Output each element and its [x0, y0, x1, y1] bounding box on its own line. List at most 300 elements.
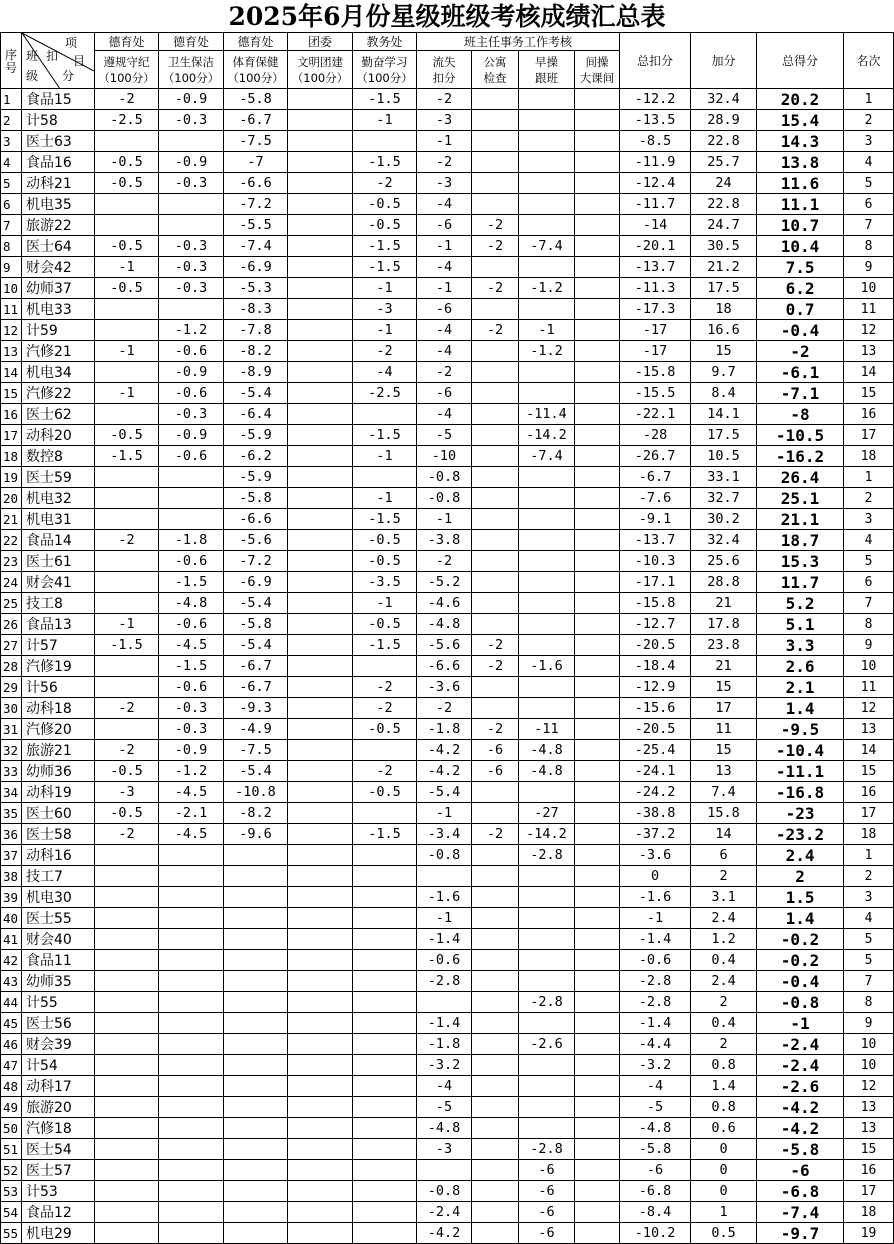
league-cell — [288, 320, 353, 341]
study-cell: -3 — [353, 299, 417, 320]
total-score-cell: 21.1 — [757, 509, 844, 530]
total-score-cell: -23 — [757, 803, 844, 824]
rank-cell: 5 — [844, 950, 894, 971]
break-cell — [575, 950, 620, 971]
break-cell — [575, 1139, 620, 1160]
total-deduct-cell: -0.6 — [620, 950, 691, 971]
total-score-cell: 14.3 — [757, 131, 844, 152]
dorm-cell: -2 — [472, 278, 519, 299]
sports-cell: -5.6 — [224, 530, 288, 551]
seq-cell: 46 — [1, 1034, 22, 1055]
bonus-cell: 32.4 — [691, 530, 757, 551]
total-deduct-cell: -1 — [620, 908, 691, 929]
class-name-cell: 汽修18 — [22, 1118, 95, 1139]
seq-cell: 11 — [1, 299, 22, 320]
break-cell — [575, 551, 620, 572]
table-row — [1, 1139, 894, 1160]
seq-cell: 28 — [1, 656, 22, 677]
morning-cell: -6 — [519, 1223, 575, 1244]
bonus-cell: 14.1 — [691, 404, 757, 425]
break-cell — [575, 1097, 620, 1118]
dropout-cell: -2 — [417, 698, 472, 719]
morning-cell — [519, 614, 575, 635]
dorm-cell — [472, 950, 519, 971]
sports-cell — [224, 1181, 288, 1202]
discipline-cell: -2.5 — [95, 110, 159, 131]
dorm-cell — [472, 593, 519, 614]
bonus-cell: 28.9 — [691, 110, 757, 131]
table-row — [1, 866, 894, 887]
total-score-cell: -1 — [757, 1013, 844, 1034]
seq-cell: 52 — [1, 1160, 22, 1181]
dropout-cell: -4.2 — [417, 761, 472, 782]
discipline-cell — [95, 992, 159, 1013]
league-cell — [288, 656, 353, 677]
league-cell — [288, 761, 353, 782]
sports-cell: -6.6 — [224, 173, 288, 194]
hygiene-cell — [159, 194, 224, 215]
morning-cell: -6 — [519, 1160, 575, 1181]
rank-cell: 15 — [844, 383, 894, 404]
dorm-cell — [472, 131, 519, 152]
bonus-cell: 2 — [691, 992, 757, 1013]
seq-cell: 9 — [1, 257, 22, 278]
teacher-item-header: 公寓 检查 — [472, 51, 519, 89]
league-cell — [288, 362, 353, 383]
break-cell — [575, 131, 620, 152]
bonus-cell: 8.4 — [691, 383, 757, 404]
study-cell: -2.5 — [353, 383, 417, 404]
bonus-cell: 2.4 — [691, 908, 757, 929]
total-score-cell: -9.5 — [757, 719, 844, 740]
dorm-cell — [472, 257, 519, 278]
hygiene-cell — [159, 950, 224, 971]
study-cell: -1.5 — [353, 509, 417, 530]
dorm-cell — [472, 929, 519, 950]
dept-header-3: 德育处 — [224, 33, 288, 51]
table-row — [1, 110, 894, 131]
total-deduct-cell: -15.8 — [620, 593, 691, 614]
morning-cell — [519, 635, 575, 656]
class-name-cell: 机电35 — [22, 194, 95, 215]
dropout-cell: -0.8 — [417, 845, 472, 866]
table-row — [1, 1034, 894, 1055]
dorm-cell: -6 — [472, 761, 519, 782]
league-cell — [288, 341, 353, 362]
total-deduct-cell: -6.7 — [620, 467, 691, 488]
discipline-cell — [95, 404, 159, 425]
morning-cell: -2.8 — [519, 1139, 575, 1160]
sports-cell — [224, 950, 288, 971]
morning-cell — [519, 887, 575, 908]
sports-cell: -6.9 — [224, 257, 288, 278]
sports-cell — [224, 1076, 288, 1097]
dept-header-4: 团委 — [288, 33, 353, 51]
sports-cell: -7.2 — [224, 551, 288, 572]
class-name-cell: 动科18 — [22, 698, 95, 719]
discipline-cell: -0.5 — [95, 236, 159, 257]
morning-cell — [519, 698, 575, 719]
rank-cell: 10 — [844, 278, 894, 299]
discipline-cell — [95, 1223, 159, 1244]
rank-cell: 1 — [844, 467, 894, 488]
dorm-cell — [472, 1160, 519, 1181]
discipline-cell: -1.5 — [95, 635, 159, 656]
study-cell: -0.5 — [353, 215, 417, 236]
league-cell — [288, 1202, 353, 1223]
total-deduct-cell: -4.4 — [620, 1034, 691, 1055]
rank-cell: 7 — [844, 215, 894, 236]
discipline-cell — [95, 656, 159, 677]
class-name-cell: 技工8 — [22, 593, 95, 614]
hygiene-cell: -0.9 — [159, 425, 224, 446]
discipline-cell: -0.5 — [95, 761, 159, 782]
bonus-cell: 14 — [691, 824, 757, 845]
dept-header-2: 德育处 — [159, 33, 224, 51]
morning-cell: -7.4 — [519, 446, 575, 467]
total-score-cell: -16.2 — [757, 446, 844, 467]
hygiene-cell — [159, 509, 224, 530]
bonus-cell: 32.4 — [691, 89, 757, 110]
dropout-cell — [417, 1160, 472, 1181]
bonus-cell: 0 — [691, 1160, 757, 1181]
discipline-cell — [95, 1076, 159, 1097]
class-name-cell: 机电30 — [22, 887, 95, 908]
discipline-cell: -0.5 — [95, 803, 159, 824]
break-cell — [575, 299, 620, 320]
bonus-cell: 18 — [691, 299, 757, 320]
dropout-cell: -2.8 — [417, 971, 472, 992]
seq-cell: 30 — [1, 698, 22, 719]
dorm-cell — [472, 1202, 519, 1223]
bonus-cell: 17.8 — [691, 614, 757, 635]
seq-cell: 21 — [1, 509, 22, 530]
total-deduct-cell: -11.7 — [620, 194, 691, 215]
hygiene-cell: -0.3 — [159, 719, 224, 740]
bonus-cell: 22.8 — [691, 194, 757, 215]
morning-cell — [519, 677, 575, 698]
hygiene-cell — [159, 467, 224, 488]
morning-cell — [519, 215, 575, 236]
seq-cell: 25 — [1, 593, 22, 614]
total-deduct-cell: -3.2 — [620, 1055, 691, 1076]
dropout-cell: -4.8 — [417, 1118, 472, 1139]
discipline-cell — [95, 1160, 159, 1181]
break-cell — [575, 173, 620, 194]
table-row — [1, 1118, 894, 1139]
table-row — [1, 887, 894, 908]
sports-cell: -8.3 — [224, 299, 288, 320]
total-deduct-cell: -6.8 — [620, 1181, 691, 1202]
bonus-cell: 0 — [691, 1139, 757, 1160]
total-score-cell: -6 — [757, 1160, 844, 1181]
break-cell — [575, 971, 620, 992]
dorm-cell — [472, 488, 519, 509]
seq-cell: 34 — [1, 782, 22, 803]
discipline-cell — [95, 1202, 159, 1223]
class-name-cell: 动科17 — [22, 1076, 95, 1097]
table-row — [1, 761, 894, 782]
discipline-cell: -0.5 — [95, 173, 159, 194]
discipline-cell: -2 — [95, 89, 159, 110]
sports-cell: -6.7 — [224, 656, 288, 677]
hygiene-cell: -4.5 — [159, 635, 224, 656]
total-deduct-cell: -15.8 — [620, 362, 691, 383]
teacher-item-header: 流失 扣分 — [417, 51, 472, 89]
total-score-cell: 10.4 — [757, 236, 844, 257]
total-score-cell: 5.1 — [757, 614, 844, 635]
bonus-cell: 0.8 — [691, 1055, 757, 1076]
study-cell — [353, 1034, 417, 1055]
total-deduct-cell: -12.7 — [620, 614, 691, 635]
break-cell — [575, 761, 620, 782]
hygiene-cell: -4.5 — [159, 824, 224, 845]
total-score-cell: 15.3 — [757, 551, 844, 572]
total-deduct-cell: -25.4 — [620, 740, 691, 761]
dropout-cell: -0.8 — [417, 467, 472, 488]
discipline-cell: -1 — [95, 614, 159, 635]
rank-cell: 2 — [844, 488, 894, 509]
rank-cell: 9 — [844, 1013, 894, 1034]
rank-cell: 18 — [844, 446, 894, 467]
seq-cell: 23 — [1, 551, 22, 572]
table-row — [1, 719, 894, 740]
study-cell — [353, 1097, 417, 1118]
class-name-cell: 技工7 — [22, 866, 95, 887]
total-deduct-cell: -8.4 — [620, 1202, 691, 1223]
dropout-cell: -1 — [417, 803, 472, 824]
morning-cell — [519, 593, 575, 614]
seq-cell: 18 — [1, 446, 22, 467]
dropout-cell: -4.6 — [417, 593, 472, 614]
dropout-cell: -1 — [417, 908, 472, 929]
table-row — [1, 1013, 894, 1034]
league-cell — [288, 677, 353, 698]
table-row — [1, 992, 894, 1013]
total-deduct-header: 总扣分 — [620, 33, 691, 89]
morning-cell: -11 — [519, 719, 575, 740]
study-cell — [353, 131, 417, 152]
bonus-cell: 1.4 — [691, 1076, 757, 1097]
rank-cell: 11 — [844, 299, 894, 320]
study-cell: -1 — [353, 593, 417, 614]
hygiene-cell — [159, 488, 224, 509]
rank-cell: 12 — [844, 698, 894, 719]
league-cell — [288, 551, 353, 572]
bonus-cell: 24.7 — [691, 215, 757, 236]
study-cell: -0.5 — [353, 782, 417, 803]
bonus-cell: 7.4 — [691, 782, 757, 803]
morning-cell — [519, 866, 575, 887]
discipline-cell — [95, 1034, 159, 1055]
table-row — [1, 362, 894, 383]
dropout-cell: -6 — [417, 215, 472, 236]
hygiene-cell: -1.2 — [159, 320, 224, 341]
table-row — [1, 614, 894, 635]
dorm-cell — [472, 992, 519, 1013]
seq-cell: 40 — [1, 908, 22, 929]
study-cell — [353, 992, 417, 1013]
study-cell — [353, 1160, 417, 1181]
dorm-cell — [472, 803, 519, 824]
total-score-cell: -9.7 — [757, 1223, 844, 1244]
morning-cell — [519, 89, 575, 110]
sports-cell: -6.6 — [224, 509, 288, 530]
league-cell — [288, 803, 353, 824]
dorm-cell — [472, 152, 519, 173]
diag-label-ji: 级 — [26, 69, 39, 83]
total-score-cell: 5.2 — [757, 593, 844, 614]
class-name-cell: 食品12 — [22, 1202, 95, 1223]
study-cell: -1 — [353, 320, 417, 341]
seq-cell: 33 — [1, 761, 22, 782]
total-score-cell: 11.6 — [757, 173, 844, 194]
dorm-cell — [472, 446, 519, 467]
discipline-cell — [95, 1139, 159, 1160]
table-row — [1, 782, 894, 803]
hygiene-cell: -4.8 — [159, 593, 224, 614]
discipline-cell — [95, 194, 159, 215]
hygiene-cell — [159, 1118, 224, 1139]
sports-cell: -7.8 — [224, 320, 288, 341]
morning-cell — [519, 299, 575, 320]
rank-cell: 15 — [844, 1139, 894, 1160]
study-cell: -2 — [353, 341, 417, 362]
total-deduct-cell: -11.9 — [620, 152, 691, 173]
hygiene-cell: -0.3 — [159, 698, 224, 719]
dept-header-5: 教务处 — [353, 33, 417, 51]
class-name-cell: 财会40 — [22, 929, 95, 950]
study-cell — [353, 1013, 417, 1034]
dorm-cell — [472, 572, 519, 593]
total-score-cell: -10.4 — [757, 740, 844, 761]
study-cell — [353, 467, 417, 488]
class-name-cell: 汽修20 — [22, 719, 95, 740]
bonus-cell: 21 — [691, 593, 757, 614]
total-score-cell: -11.1 — [757, 761, 844, 782]
total-deduct-cell: -1.4 — [620, 1013, 691, 1034]
rank-cell: 6 — [844, 194, 894, 215]
sports-cell — [224, 1139, 288, 1160]
total-score-cell: 11.7 — [757, 572, 844, 593]
rank-cell: 15 — [844, 761, 894, 782]
break-cell — [575, 152, 620, 173]
class-name-cell: 财会42 — [22, 257, 95, 278]
total-score-cell: 1.5 — [757, 887, 844, 908]
rank-cell: 18 — [844, 824, 894, 845]
hygiene-cell: -0.9 — [159, 89, 224, 110]
table-row — [1, 89, 894, 110]
dorm-cell — [472, 509, 519, 530]
morning-cell — [519, 110, 575, 131]
table-row — [1, 509, 894, 530]
total-deduct-cell: -13.7 — [620, 530, 691, 551]
rank-cell: 5 — [844, 173, 894, 194]
bonus-cell: 15 — [691, 677, 757, 698]
dorm-cell — [472, 1097, 519, 1118]
rank-cell: 2 — [844, 110, 894, 131]
bonus-cell: 6 — [691, 845, 757, 866]
rank-cell: 7 — [844, 593, 894, 614]
class-name-cell: 食品16 — [22, 152, 95, 173]
hygiene-cell — [159, 1097, 224, 1118]
rank-cell: 2 — [844, 866, 894, 887]
hygiene-cell — [159, 1223, 224, 1244]
total-score-header: 总得分 — [757, 33, 844, 89]
break-cell — [575, 194, 620, 215]
discipline-cell — [95, 131, 159, 152]
table-row — [1, 698, 894, 719]
class-name-cell: 旅游22 — [22, 215, 95, 236]
study-cell — [353, 740, 417, 761]
total-score-cell: -2.4 — [757, 1055, 844, 1076]
morning-cell: -4.8 — [519, 740, 575, 761]
table-row — [1, 152, 894, 173]
table-row — [1, 278, 894, 299]
study-cell: -0.5 — [353, 530, 417, 551]
study-cell — [353, 803, 417, 824]
league-cell — [288, 782, 353, 803]
morning-cell — [519, 551, 575, 572]
dorm-cell — [472, 383, 519, 404]
discipline-cell — [95, 215, 159, 236]
bonus-cell: 0 — [691, 1181, 757, 1202]
discipline-cell — [95, 488, 159, 509]
dropout-cell: -5.6 — [417, 635, 472, 656]
item-header: 勤奋学习 （100分） — [353, 51, 417, 89]
table-row — [1, 656, 894, 677]
seq-cell: 2 — [1, 110, 22, 131]
seq-cell: 3 — [1, 131, 22, 152]
study-cell: -0.5 — [353, 614, 417, 635]
sports-cell: -5.8 — [224, 89, 288, 110]
hygiene-cell — [159, 908, 224, 929]
total-deduct-cell: -3.6 — [620, 845, 691, 866]
morning-cell: -14.2 — [519, 425, 575, 446]
table-row — [1, 845, 894, 866]
total-score-cell: -5.8 — [757, 1139, 844, 1160]
league-cell — [288, 1055, 353, 1076]
bonus-cell: 2 — [691, 866, 757, 887]
bonus-cell: 17.5 — [691, 278, 757, 299]
item-header: 卫生保洁 （100分） — [159, 51, 224, 89]
class-name-cell: 幼师36 — [22, 761, 95, 782]
total-score-cell: -0.2 — [757, 929, 844, 950]
seq-cell: 14 — [1, 362, 22, 383]
discipline-cell — [95, 1097, 159, 1118]
rank-cell: 1 — [844, 845, 894, 866]
study-cell: -1 — [353, 110, 417, 131]
hygiene-cell: -0.9 — [159, 152, 224, 173]
total-deduct-cell: -28 — [620, 425, 691, 446]
seq-cell: 20 — [1, 488, 22, 509]
table-row — [1, 551, 894, 572]
league-cell — [288, 299, 353, 320]
total-deduct-cell: -5 — [620, 1097, 691, 1118]
study-cell: -0.5 — [353, 719, 417, 740]
rank-cell: 13 — [844, 719, 894, 740]
seq-cell: 1 — [1, 89, 22, 110]
class-name-cell: 食品13 — [22, 614, 95, 635]
total-deduct-cell: -1.6 — [620, 887, 691, 908]
dorm-cell — [472, 362, 519, 383]
seq-cell: 48 — [1, 1076, 22, 1097]
class-name-cell: 旅游20 — [22, 1097, 95, 1118]
seq-cell: 6 — [1, 194, 22, 215]
break-cell — [575, 362, 620, 383]
hygiene-cell — [159, 1034, 224, 1055]
total-deduct-cell: -15.6 — [620, 698, 691, 719]
